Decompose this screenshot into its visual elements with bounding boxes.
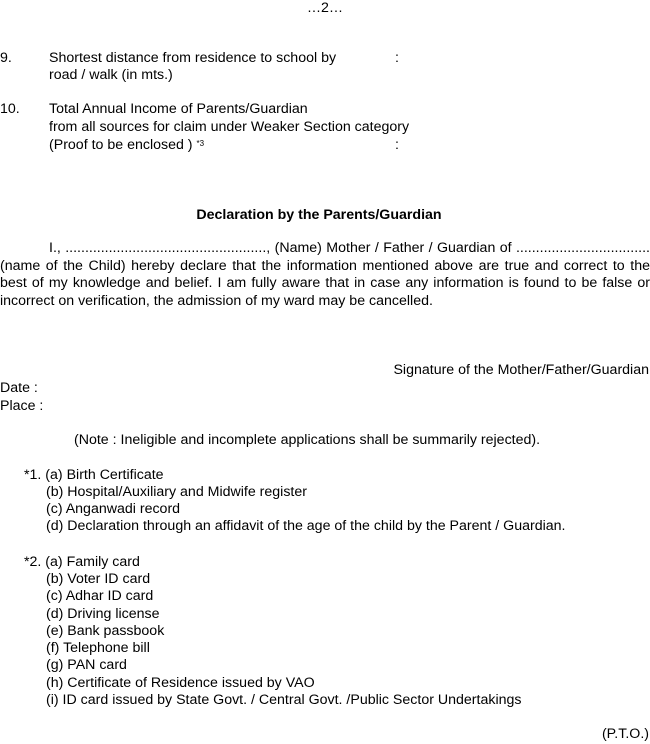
- question-10-line-3: [49, 137, 204, 154]
- footnote-1-item: (c) Anganwadi record: [46, 501, 181, 517]
- footnote-2-item: (b) Voter ID card: [46, 571, 151, 587]
- footnote-2-item: (c) Adhar ID card: [46, 588, 154, 604]
- question-10-line-1: Total Annual Income of Parents/Guardian: [49, 101, 308, 117]
- footnote-ref-3: *3: [196, 139, 205, 148]
- question-9-line-2: road / walk (in mts.): [49, 67, 173, 83]
- question-9-colon: :: [395, 50, 399, 66]
- place-label: Place :: [0, 398, 44, 414]
- footnote-1-item: (d) Declaration through an affidavit of the age of the child by the Parent / Guardian.: [46, 518, 566, 534]
- footnote-2-item: (h) Certificate of Residence issued by VAO: [46, 675, 315, 691]
- question-10-line-2: from all sources for claim under Weaker Section category: [49, 119, 410, 135]
- footnote-2-item: (e) Bank passbook: [46, 623, 165, 639]
- footnote-1-head: *1. (a) Birth Certificate: [24, 467, 164, 483]
- footnote-2-head: *2. (a) Family card: [24, 554, 140, 570]
- footnote-2-item: (f) Telephone bill: [46, 640, 150, 656]
- pto-label: (P.T.O.): [601, 726, 649, 742]
- question-10-number: 10.: [0, 101, 20, 117]
- signature-label: Signature of the Mother/Father/Guardian: [393, 362, 649, 378]
- page-marker: …2…: [306, 0, 344, 16]
- question-10-line-3-text: (Proof to be enclosed ): [49, 137, 193, 153]
- date-label: Date :: [0, 380, 38, 396]
- declaration-body: [0, 240, 650, 310]
- declaration-text: I., ..................................................., (Name) Mother / Father / Guardian of .................................. (name of the Child) hereby declare that the information mentioned above are true and correct to the best of my knowledge and belief. I am fully aware that in case any information is found to be false or incorrect on verification, the admission of my ward may be cancelled.: [0, 240, 650, 309]
- question-9-line-1: Shortest distance from residence to school by: [49, 50, 337, 66]
- note: (Note : Ineligible and incomplete applications shall be summarily rejected).: [74, 432, 541, 448]
- footnote-2-item: (g) PAN card: [46, 657, 127, 673]
- question-10-colon: :: [395, 137, 399, 153]
- footnote-2-item: (i) ID card issued by State Govt. / Central Govt. /Public Sector Undertakings: [46, 692, 522, 708]
- question-9-number: 9.: [0, 50, 12, 66]
- declaration-heading: Declaration by the Parents/Guardian: [196, 207, 442, 223]
- footnote-1-item: (b) Hospital/Auxiliary and Midwife register: [46, 484, 307, 500]
- footnote-2-item: (d) Driving license: [46, 606, 160, 622]
